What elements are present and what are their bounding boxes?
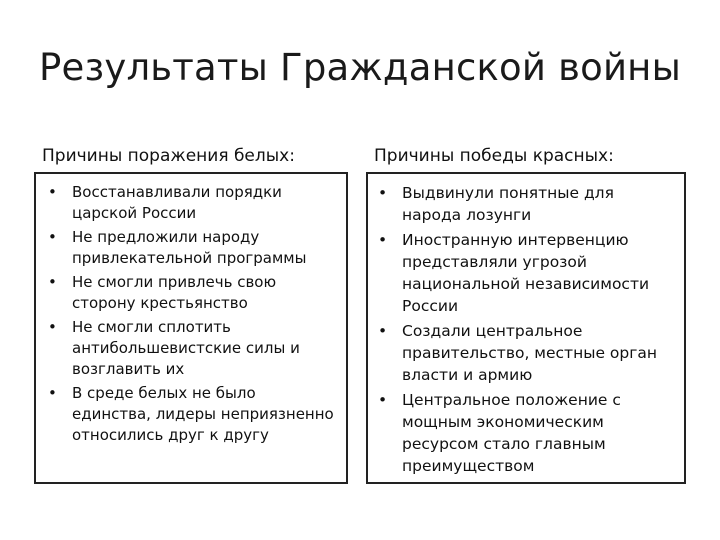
list-item bbox=[44, 182, 338, 224]
list-item-text: Создали центральное правительство, местные орган власти и армию bbox=[402, 322, 658, 384]
list-item bbox=[44, 317, 338, 380]
list-item-text: Центральное положение с мощным экономическим ресурсом стало главным преимуществом bbox=[402, 391, 621, 475]
list-item-text: Не предложили народу привлекательной программы bbox=[72, 228, 307, 267]
bullet-icon: • bbox=[378, 184, 388, 202]
red-victory-reasons-list bbox=[376, 182, 676, 477]
list-item bbox=[44, 227, 338, 269]
white-defeat-reasons-list bbox=[44, 182, 338, 446]
list-item bbox=[376, 229, 676, 317]
white-defeat-reasons-box bbox=[34, 172, 348, 484]
list-item-text: Не смогли привлечь свою сторону крестьянство bbox=[72, 273, 277, 312]
list-item bbox=[44, 272, 338, 314]
list-item-text: Не смогли сплотить антибольшевистские силы и возглавить их bbox=[72, 318, 300, 378]
page-title: Результаты Гражданской войны bbox=[39, 46, 681, 89]
bullet-icon: • bbox=[378, 391, 388, 409]
bullet-icon: • bbox=[378, 231, 388, 249]
left-column-heading: Причины поражения белых: bbox=[42, 146, 295, 166]
list-item-text: Выдвинули понятные для народа лозунги bbox=[402, 184, 614, 224]
list-item bbox=[376, 320, 676, 386]
bullet-icon: • bbox=[48, 318, 57, 336]
right-column-heading: Причины победы красных: bbox=[374, 146, 614, 166]
list-item bbox=[44, 383, 338, 446]
list-item bbox=[376, 182, 676, 226]
bullet-icon: • bbox=[48, 228, 57, 246]
list-item-text: Иностранную интервенцию представляли угрозой национальной независимости России bbox=[402, 231, 650, 315]
bullet-icon: • bbox=[378, 322, 388, 340]
list-item bbox=[376, 389, 676, 477]
bullet-icon: • bbox=[48, 384, 57, 402]
list-item-text: В среде белых не было единства, лидеры неприязненно относились друг к другу bbox=[72, 384, 334, 444]
list-item-text: Восстанавливали порядки царской России bbox=[72, 183, 282, 222]
bullet-icon: • bbox=[48, 183, 57, 201]
red-victory-reasons-box bbox=[366, 172, 686, 484]
bullet-icon: • bbox=[48, 273, 57, 291]
